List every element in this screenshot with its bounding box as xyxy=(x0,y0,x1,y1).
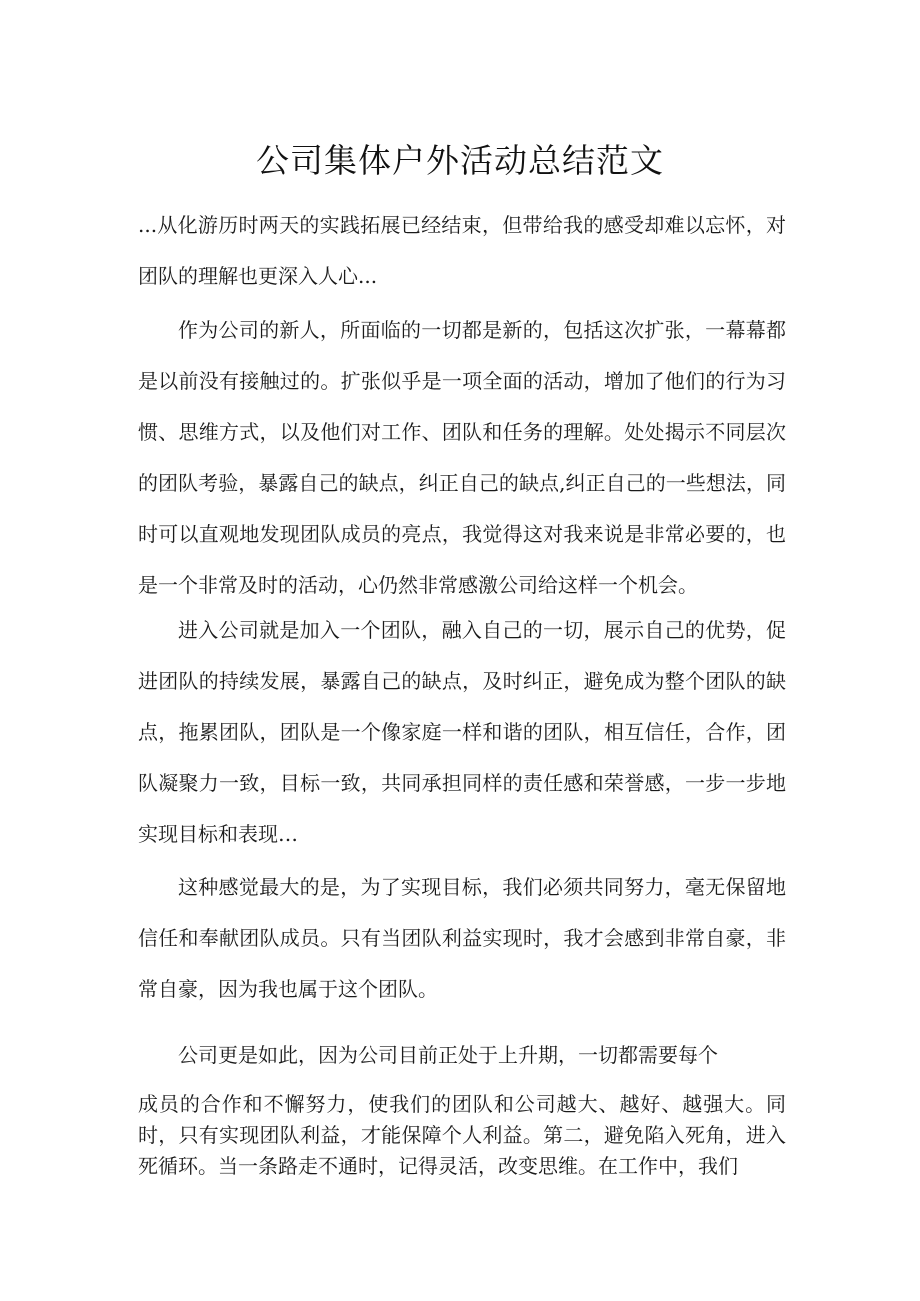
body-paragraph-5: 成员的合作和不懈努力，使我们的团队和公司越大、越好、越强大。同时，只有实现团队利益，才能保障个人利益。第二，避免陷入死角，进入死循环。当一条路走不通时，记得灵活，改变思维。在工作中，我们 xyxy=(138,1092,786,1178)
intro-paragraph: ...从化游历时两天的实践拓展已经结束，但带给我的感受却难以忘怀，对团队的理解也更深入人心... xyxy=(138,213,786,288)
body-paragraph-1: 作为公司的新人，所面临的一切都是新的，包括这次扩张，一幕幕都是以前没有接触过的。扩张似乎是一项全面的活动，增加了他们的行为习惯、思维方式，以及他们对工作、团队和任务的理解。处处揭示不同层次的团队考验，暴露自己的缺点，纠正自己的缺点,纠正自己的一些想法，同时可以直观地发现团队成员的亮点，我觉得这对我来说是非常必要的，也是一个非常及时的活动，心仍然非常感激公司给这样一个机会。 xyxy=(138,318,786,597)
body-paragraph-3: 这种感觉最大的是，为了实现目标，我们必须共同努力，毫无保留地信任和奉献团队成员。只有当团队利益实现时，我才会感到非常自豪，非常自豪，因为我也属于这个团队。 xyxy=(138,875,786,1001)
body-paragraph-2: 进入公司就是加入一个团队，融入自己的一切，展示自己的优势，促进团队的持续发展，暴露自己的缺点，及时纠正，避免成为整个团队的缺点，拖累团队，团队是一个像家庭一样和谐的团队，相互信任，合作，团队凝聚力一致，目标一致，共同承担同样的责任感和荣誉感，一步一步地实现目标和表现… xyxy=(138,618,786,846)
body-paragraph-4: 公司更是如此，因为公司目前正处于上升期，一切都需要每个 xyxy=(178,1043,718,1067)
document-title: 公司集体户外活动总结范文 xyxy=(256,141,664,180)
